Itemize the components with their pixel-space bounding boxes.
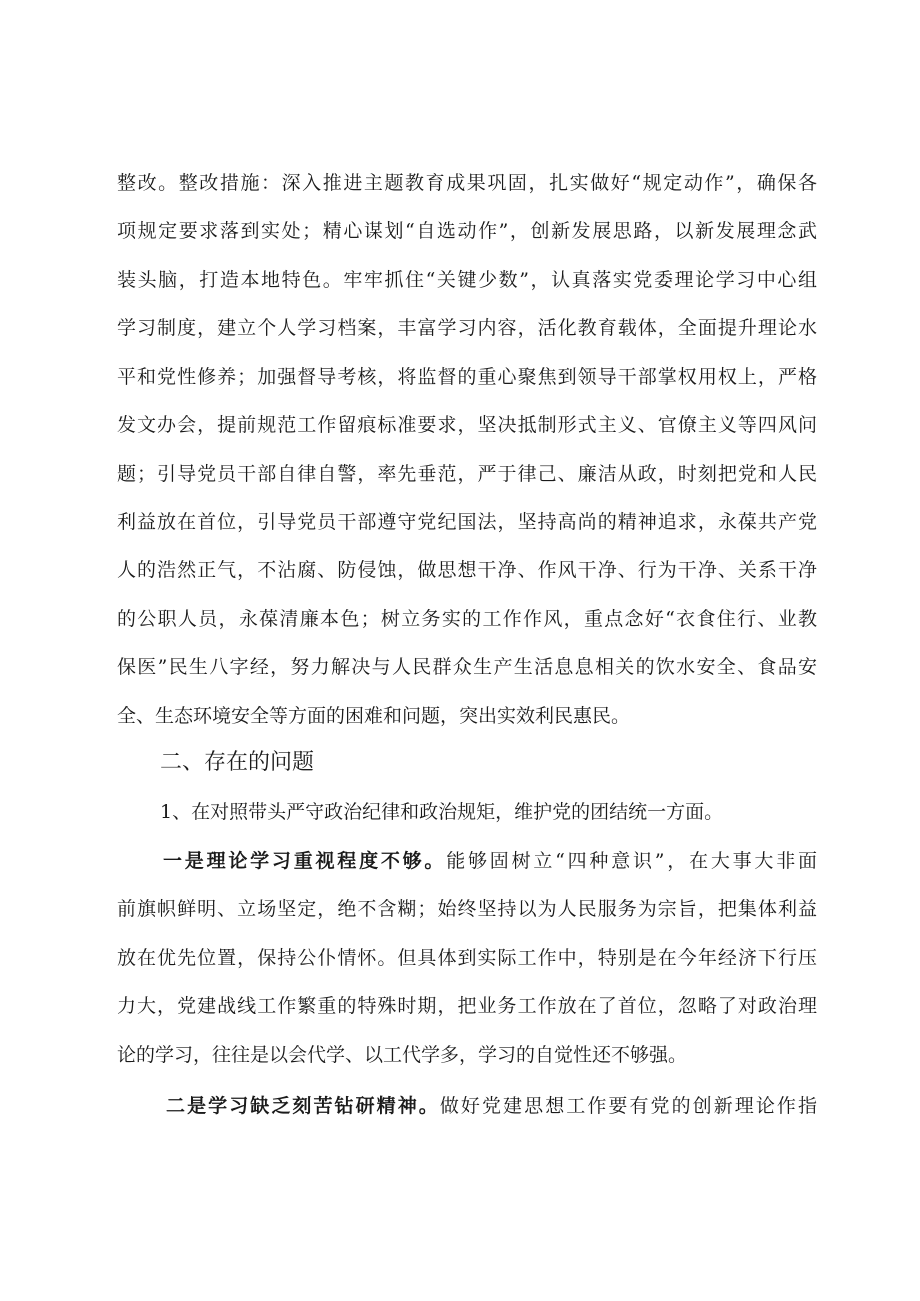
paragraph-line: 保医”民生八字经，努力解决与人民群众生产生活息息相关的饮水安全、食品安 bbox=[117, 656, 817, 678]
paragraph-line: 装头脑，打造本地特色。牢牢抓住“关键少数”，认真落实党委理论学习中心组 bbox=[117, 269, 817, 291]
paragraph-line: 题；引导党员干部自律自警，率先垂范，严于律己、廉洁从政，时刻把党和人民 bbox=[117, 463, 817, 485]
point-lead: 一是理论学习重视程度不够。 bbox=[163, 850, 447, 872]
point-first-line bbox=[163, 849, 817, 873]
paragraph-line: 的公职人员，永葆清廉本色；树立务实的工作作风，重点念好“衣食住行、业教 bbox=[117, 608, 817, 630]
paragraph-line: 放在优先位置，保持公仆情怀。但具体到实际工作中，特别是在今年经济下行压 bbox=[117, 947, 817, 969]
point-first-line bbox=[166, 1094, 817, 1118]
paragraph-line: 前旗帜鲜明、立场坚定，绝不含糊；始终坚持以为人民服务为宗旨，把集体利益 bbox=[117, 898, 817, 920]
paragraph-line: 力大，党建战线工作繁重的特殊时期，把业务工作放在了首位，忽略了对政治理 bbox=[117, 995, 817, 1017]
paragraph-line: 论的学习，往往是以会代学、以工代学多，学习的自觉性还不够强。 bbox=[117, 1044, 688, 1066]
paragraph-line: 项规定要求落到实处；精心谋划“自选动作”，创新发展思路，以新发展理念武 bbox=[117, 220, 817, 242]
paragraph-line: 学习制度，建立个人学习档案，丰富学习内容，活化教育载体，全面提升理论水 bbox=[117, 317, 817, 339]
point-text: 能够固树立“四种意识”，在大事大非面 bbox=[446, 850, 817, 872]
paragraph-line: 人的浩然正气，不沾腐、防侵蚀，做思想干净、作风干净、行为干净、关系干净 bbox=[117, 559, 817, 581]
item-heading: 1、在对照带头严守政治纪律和政治规矩，维护党的团结统一方面。 bbox=[160, 801, 724, 823]
point-lead: 二是学习缺乏刻苦钻研精神。 bbox=[166, 1095, 440, 1117]
point-text: 做好党建思想工作要有党的创新理论作指 bbox=[439, 1095, 817, 1117]
paragraph-line: 利益放在首位，引导党员干部遵守党纪国法，坚持高尚的精神追求，永葆共产党 bbox=[117, 511, 817, 533]
paragraph-line: 平和党性修养；加强督导考核，将监督的重心聚焦到领导干部掌权用权上，严格 bbox=[117, 366, 817, 388]
paragraph-line: 发文办会，提前规范工作留痕标准要求，坚决抵制形式主义、官僚主义等四风问 bbox=[117, 414, 817, 436]
section-heading: 二、存在的问题 bbox=[160, 750, 315, 775]
paragraph-line: 全、生态环境安全等方面的困难和问题，突出实效利民惠民。 bbox=[117, 705, 631, 727]
paragraph-line: 整改。整改措施：深入推进主题教育成果巩固，扎实做好“规定动作”，确保各 bbox=[117, 172, 817, 194]
